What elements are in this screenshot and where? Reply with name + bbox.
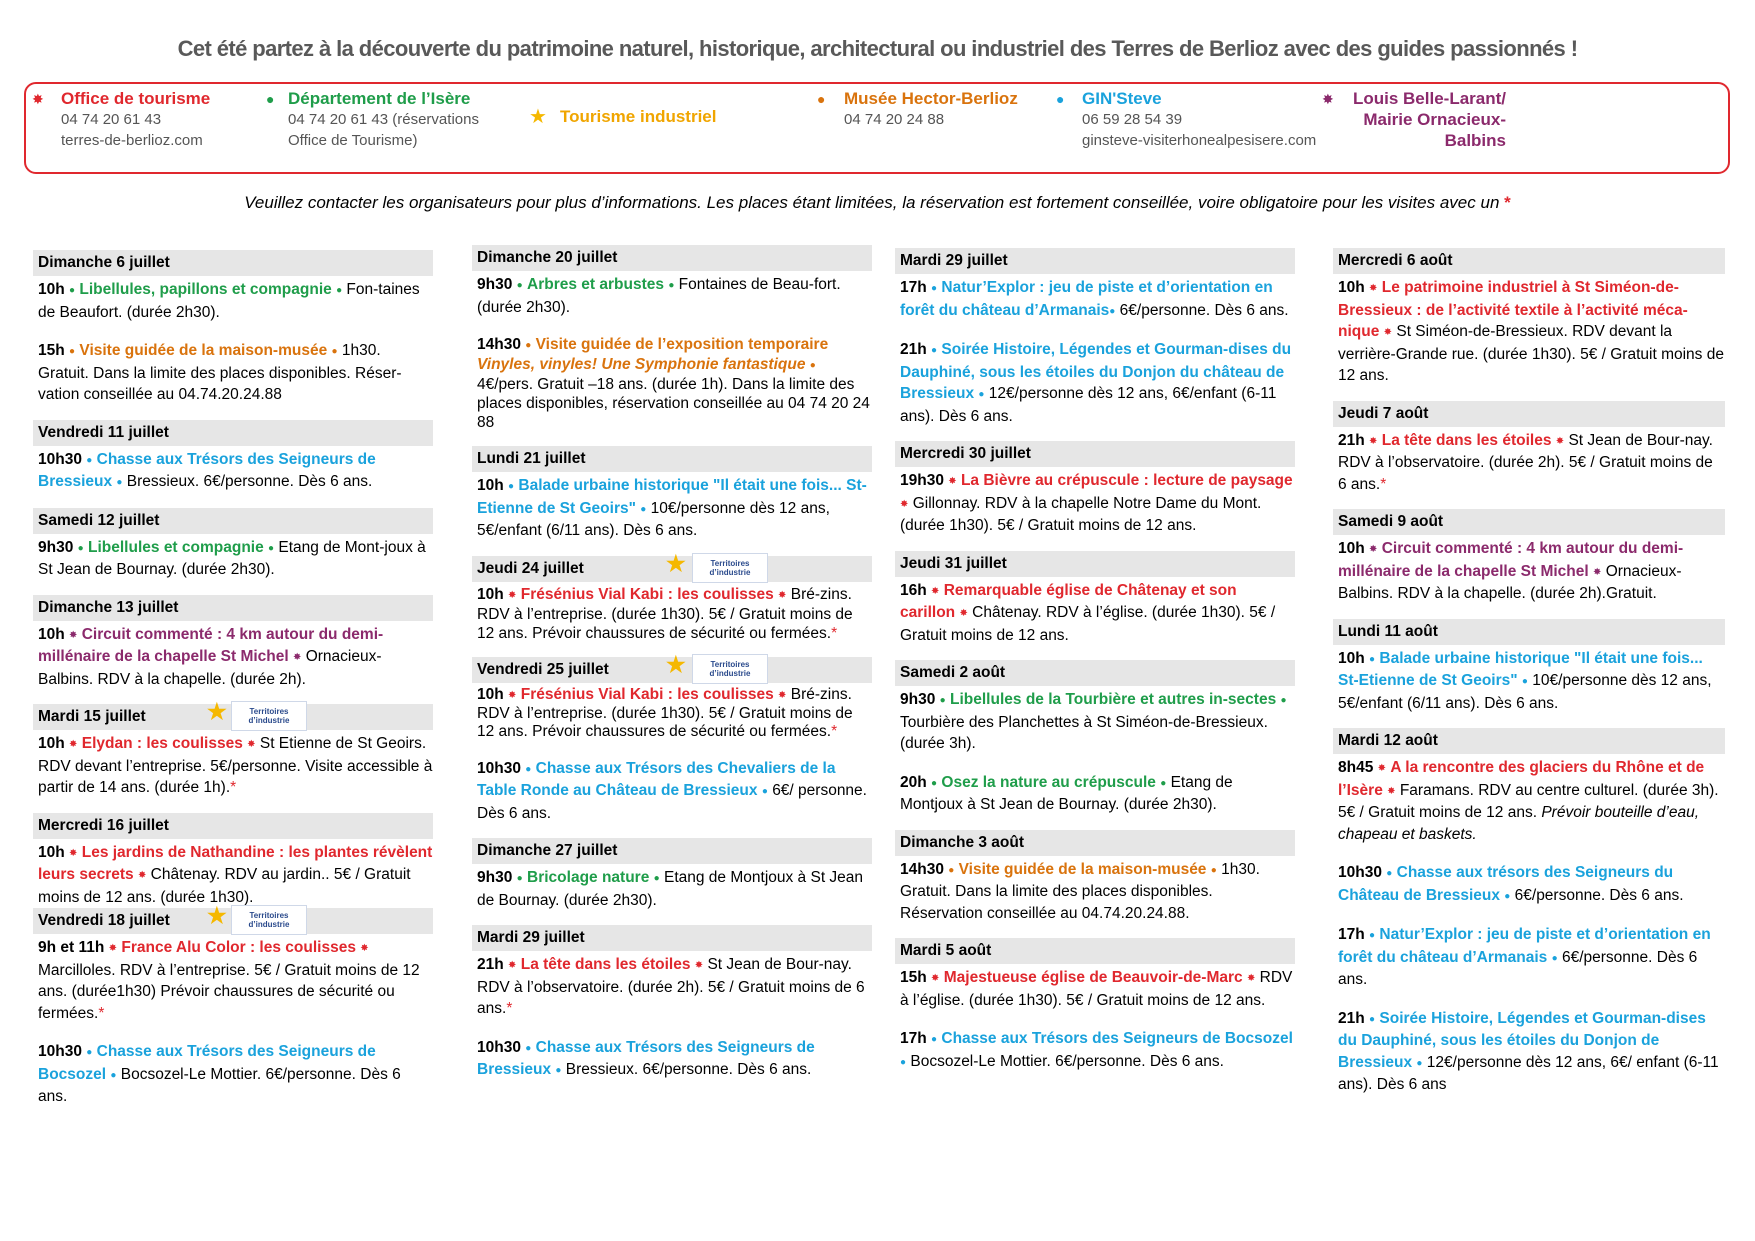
event-desc: St Jean de Bour-nay. RDV à l’observatoire. (durée 2h). 5€ / Gratuit moins de 6 ans.	[477, 956, 865, 1017]
event-title: Chasse aux Trésors des Seigneurs de Bocsozel	[941, 1030, 1293, 1047]
event-time: 10h	[38, 281, 65, 298]
event-item: 9h30 ● Bricolage nature ● Etang de Montjoux à St Jean de Bournay. (durée 2h30).	[477, 869, 864, 909]
orange-dot-icon: ●	[817, 91, 826, 107]
territoires-industrie-logo: Territoires d’industrie	[231, 701, 307, 731]
reservation-asterisk: *	[831, 722, 838, 740]
legend-office-name: Office de tourisme	[61, 89, 211, 108]
day-header: Lundi 21 juillet	[472, 446, 872, 472]
day-header: Mardi 29 juillet	[472, 925, 872, 951]
event-time: 15h	[900, 969, 927, 986]
day-header: Dimanche 20 juillet	[472, 245, 872, 271]
day-header: Lundi 11 août	[1333, 619, 1725, 645]
legend-departement	[288, 88, 479, 151]
event-item: 15h ● Visite guidée de la maison-musée ● 1h30. Gratuit. Dans la limite des places disponibles. Réser-vation conseillée au 04.74.20.24.88	[38, 342, 402, 403]
purple-asterisk-icon: ✸	[1322, 91, 1334, 107]
day-header: Dimanche 13 juillet	[33, 595, 433, 621]
red-asterisk-icon: ✸	[32, 91, 44, 107]
event-title: Osez la nature au crépuscule	[941, 773, 1156, 791]
day-header: Mardi 5 août	[895, 938, 1295, 964]
legend-gin-phone: 06 59 28 54 39	[1082, 111, 1183, 128]
event-title-italic: Vinyles, vinyles! Une Symphonie fantastique	[477, 356, 806, 373]
event-time: 9h30	[477, 869, 513, 886]
event-time: 10h30	[1338, 864, 1382, 881]
legend-louis-name2: Mairie Ornacieux-	[1363, 110, 1506, 129]
event-desc: St Jean de Bour-nay. RDV à l’observatoire. (durée 2h). 5€ / Gratuit moins de 6 ans.	[1338, 431, 1713, 493]
event-time: 9h et 11h	[38, 939, 105, 956]
event-item: 9h30 ● Arbres et arbustes ● Fontaines de Beau-fort. (durée 2h30).	[477, 276, 841, 316]
event-desc: Bressieux. 6€/personne. Dès 6 ans.	[126, 473, 373, 490]
event-item: 21h ✸ La tête dans les étoiles ✸ St Jean de Bour-nay. RDV à l’observatoire. (durée 2h). 5€ / Gratuit moins de 6 ans.*	[1338, 431, 1713, 493]
event-time: 17h	[900, 1030, 927, 1047]
legend-gin-name: GIN'Steve	[1082, 89, 1162, 108]
event-item: 10h ✸ Le patrimoine industriel à St Siméon-de-Bressieux : de l’activité textile à l’activité méca-nique ✸ St Siméon-de-Bressieux. RDV devant la verrière-Grande rue. (durée 1h30). 5€ / Gratuit moins de 12 ans.	[1338, 279, 1724, 384]
event-title: Chasse aux Trésors des Chevaliers de la Table Ronde au Château de Bressieux	[477, 759, 836, 799]
event-time: 17h	[1338, 926, 1365, 943]
event-time: 14h30	[900, 860, 944, 878]
event-title: Soirée Histoire, Légendes et Gourman-dises du Dauphiné, sous les étoiles du Donjon de Bressieux	[1338, 1009, 1706, 1071]
event-title: Circuit commenté : 4 km autour du demi-millénaire de la chapelle St Michel	[1338, 540, 1684, 580]
event-time: 21h	[477, 956, 504, 973]
event-title: Elydan : les coulisses	[81, 735, 243, 752]
event-desc: 6€/ personne. Dès 6 ans.	[477, 782, 867, 822]
event-time: 10h30	[38, 450, 82, 468]
green-dot-icon: ●	[266, 91, 275, 107]
event-time: 10h30	[477, 1038, 521, 1056]
territoires-industrie-logo: Territoires d’industrie	[692, 654, 768, 684]
legend-dept-name: Département de l’Isère	[288, 89, 471, 108]
event-time: 10h	[38, 625, 65, 643]
event-item: 10h30 ● Chasse aux Trésors des Seigneurs de Bressieux ● Bressieux. 6€/personne. Dès 6 ans.	[38, 450, 376, 490]
event-desc: Châtenay. RDV à l’église. (durée 1h30). 5€ / Gratuit moins de 12 ans.	[900, 604, 1276, 644]
event-time: 10h30	[38, 1043, 82, 1060]
day-header	[33, 699, 433, 730]
legend-louis	[1346, 88, 1506, 151]
event-desc: Bocsozel-Le Mottier. 6€/personne. Dès 6 ans.	[38, 1065, 401, 1105]
event-item: 10h30 ● Chasse aux Trésors des Seigneurs de Bressieux ● Bressieux. 6€/personne. Dès 6 ans.	[477, 1038, 815, 1078]
event-title: Les jardins de Nathandine : les plantes révèlent leurs secrets	[38, 843, 433, 883]
day-header: Mercredi 30 juillet	[895, 441, 1295, 467]
event-title: Natur’Explor : jeu de piste et d’orientation en forêt du château d’Armanais	[1338, 926, 1711, 966]
event-desc: 6€/personne. Dès 6 ans.	[1338, 948, 1698, 988]
notice-asterisk: *	[1504, 193, 1511, 212]
event-desc: Faramans. RDV au centre culturel. (durée 3h). 5€ / Gratuit moins de 12 ans.	[1338, 781, 1719, 821]
event-title: Chasse aux Trésors des Seigneurs de Bressieux	[38, 450, 376, 490]
event-desc: Bré-zins. RDV à l’entreprise. (durée 1h30). 5€ / Gratuit moins de 12 ans. Prévoir chaussures de sécurité ou fermées.	[477, 585, 853, 642]
event-title: Bricolage nature	[527, 869, 650, 886]
event-title: La Bièvre au crépuscule : lecture de paysage	[960, 472, 1293, 489]
event-item: 9h30 ● Libellules de la Tourbière et autres in-sectes ● Tourbière des Planchettes à St Siméon-de-Bressieux. (durée 3h).	[900, 691, 1287, 752]
event-title: Chasse aux Trésors des Seigneurs de Bocsozel	[38, 1043, 376, 1083]
day-header-label: Vendredi 25 juillet	[477, 660, 609, 678]
event-title: Frésénius Vial Kabi : les coulisses	[520, 685, 774, 703]
event-time: 10h	[477, 685, 504, 703]
event-desc: St Siméon-de-Bressieux. RDV devant la verrière-Grande rue. (durée 1h30). 5€ / Gratuit moins de 12 ans.	[1338, 323, 1724, 384]
legend-louis-name3: Balbins	[1444, 131, 1506, 150]
star-icon: ★	[529, 106, 547, 128]
event-item: 15h ✸ Majestueuse église de Beauvoir-de-Marc ✸ RDV à l’église. (durée 1h30). 5€ / Gratuit moins de 12 ans.	[900, 969, 1293, 1009]
event-title: Balade urbaine historique "Il était une fois... St-Etienne de St Geoirs"	[477, 477, 867, 517]
day-header: Samedi 2 août	[895, 660, 1295, 686]
event-title: Frésénius Vial Kabi : les coulisses	[520, 585, 774, 603]
day-header: Mardi 29 juillet	[895, 248, 1295, 274]
event-desc: Etang de Montjoux à St Jean de Bournay. (durée 2h30).	[477, 869, 864, 909]
day-header: Mardi 12 août	[1333, 728, 1725, 754]
event-desc: Etang de Montjoux à St Jean de Bournay. (durée 2h30).	[900, 773, 1233, 813]
legend-dept-note: Office de Tourisme)	[288, 132, 418, 149]
event-title: La tête dans les étoiles	[1381, 431, 1552, 449]
day-header: Jeudi 31 juillet	[895, 551, 1295, 577]
star-icon: ★	[207, 903, 227, 928]
event-title: Arbres et arbustes	[527, 276, 664, 293]
event-item: 10h ● Balade urbaine historique "Il était une fois... St-Etienne de St Geoirs" ● 10€/personne dès 12 ans, 5€/enfant (6/11 ans). Dès 6 ans.	[477, 477, 867, 539]
event-item: 10h ✸ Frésénius Vial Kabi : les coulisses ✸ Bré-zins. RDV à l’entreprise. (durée 1h30). 5€ / Gratuit moins de 12 ans. Prévoir chaussures de sécurité ou fermées.*	[477, 585, 853, 642]
event-desc: Ornacieux-Balbins. RDV à la chapelle. (durée 2h).	[38, 648, 382, 688]
legend-office-phone: 04 74 20 61 43	[61, 111, 162, 128]
day-header: Jeudi 7 août	[1333, 401, 1725, 427]
event-item: 20h ● Osez la nature au crépuscule ● Etang de Montjoux à St Jean de Bournay. (durée 2h30).	[900, 773, 1233, 813]
legend-louis-name1: Louis Belle-Larant/	[1352, 89, 1506, 108]
event-title: Libellules de la Tourbière et autres in-sectes	[950, 691, 1277, 708]
event-desc: 10€/personne dès 12 ans, 5€/enfant (6/11 ans). Dès 6 ans.	[1338, 672, 1712, 712]
event-title: Chasse aux trésors des Seigneurs du Château de Bressieux	[1338, 864, 1674, 904]
star-icon: ★	[666, 550, 686, 576]
event-time: 21h	[1338, 431, 1365, 449]
event-time: 10h	[1338, 279, 1365, 296]
legend-musee-name: Musée Hector-Berlioz	[844, 89, 1018, 108]
event-item: 10h ✸ Elydan : les coulisses ✸ St Etienne de St Geoirs. RDV devant l’entreprise. 5€/personne. Visite accessible à partir de 14 ans. (durée 1h).*	[38, 735, 433, 796]
event-title: Libellules, papillons et compagnie	[79, 281, 332, 298]
day-header-label: Mardi 15 juillet	[38, 708, 146, 725]
event-desc: 1h30. Gratuit. Dans la limite des places disponibles. Réservation conseillée au 04.74.20.24.88.	[900, 860, 1260, 922]
day-header: Mercredi 16 juillet	[33, 813, 433, 839]
day-header-label: Vendredi 18 juillet	[38, 912, 170, 929]
event-desc: 1h30. Gratuit. Dans la limite des places disponibles. Réser-vation conseillée au 04.74.20.24.88	[38, 342, 402, 403]
event-title: Natur’Explor : jeu de piste et d’orientation en forêt du château d’Armanais	[900, 279, 1273, 319]
event-title: Visite guidée de la maison-musée	[79, 342, 328, 359]
event-item: 19h30 ✸ La Bièvre au crépuscule : lecture de paysage ✸ Gillonnay. RDV à la chapelle Notre Dame du Mont. (durée 1h30). 5€ / Gratuit moins de 12 ans.	[900, 472, 1293, 534]
event-title: Visite guidée de l’exposition temporaire	[535, 336, 829, 353]
event-item: 17h ● Chasse aux Trésors des Seigneurs de Bocsozel ● Bocsozel-Le Mottier. 6€/personne. Dès 6 ans.	[900, 1030, 1293, 1070]
event-time: 21h	[900, 341, 927, 358]
day-header: Samedi 9 août	[1333, 509, 1725, 535]
day-header: Dimanche 27 juillet	[472, 838, 872, 864]
event-title: Remarquable église de Châtenay et son carillon	[900, 581, 1237, 621]
event-desc: 12€/personne dès 12 ans, 6€/enfant (6-11 ans). Dès 6 ans.	[900, 385, 1277, 425]
legend-industrial-name: Tourisme industriel	[560, 107, 717, 126]
territoires-industrie-logo: Territoires d’industrie	[231, 905, 307, 935]
event-desc: Bressieux. 6€/personne. Dès 6 ans.	[565, 1061, 812, 1078]
event-item: 21h ✸ La tête dans les étoiles ✸ St Jean de Bour-nay. RDV à l’observatoire. (durée 2h). 5€ / Gratuit moins de 6 ans.*	[477, 956, 865, 1017]
event-item: 9h et 11h ✸ France Alu Color : les coulisses ✸ Marcilloles. RDV à l’entreprise. 5€ / Gratuit moins de 12 ans. (durée1h30) Prévoir chaussures de sécurité ou fermées.*	[38, 939, 420, 1022]
event-desc: Fontaines de Beau-fort. (durée 2h30).	[477, 276, 841, 316]
blue-dot-icon: ●	[1056, 91, 1065, 107]
event-time: 8h45	[1338, 759, 1374, 776]
event-title: Visite guidée de la maison-musée	[958, 860, 1207, 878]
event-desc: 12€/personne dès 12 ans, 6€/ enfant (6-11 ans). Dès 6 ans	[1338, 1053, 1719, 1093]
event-item: 8h45 ✸ A la rencontre des glaciers du Rhône et de l’Isère ✸ Faramans. RDV au centre culturel. (durée 3h). 5€ / Gratuit moins de 12 ans. Prévoir bouteille d’eau, chapeau et baskets.	[1338, 759, 1719, 843]
event-desc: 6€/personne. Dès 6 ans.	[1119, 301, 1289, 319]
column-1	[33, 250, 433, 1108]
day-header-label: Jeudi 24 juillet	[477, 559, 584, 577]
legend-industrial	[560, 106, 717, 127]
event-item: 10h30 ● Chasse aux trésors des Seigneurs du Château de Bressieux ● 6€/personne. Dès 6 ans.	[1338, 864, 1684, 904]
event-desc: Châtenay. RDV au jardin.. 5€ / Gratuit moins de 12 ans. (durée 1h30).	[38, 866, 411, 906]
column-4	[1333, 248, 1725, 1096]
event-desc: Gillonnay. RDV à la chapelle Notre Dame du Mont. (durée 1h30). 5€ / Gratuit moins de 12 ans.	[900, 494, 1262, 534]
day-header: Samedi 12 juillet	[33, 508, 433, 534]
day-header: Dimanche 3 août	[895, 830, 1295, 856]
event-time: 10h	[477, 477, 504, 494]
event-item: 10h30 ● Chasse aux Trésors des Seigneurs de Bocsozel ● Bocsozel-Le Mottier. 6€/personne. Dès 6 ans.	[38, 1043, 401, 1105]
legend-office-site: terres-de-berlioz.com	[61, 132, 203, 149]
day-header	[472, 550, 872, 582]
event-item: 10h ● Balade urbaine historique "Il était une fois... St-Etienne de St Geoirs" ● 10€/personne dès 12 ans, 5€/enfant (6/11 ans). Dès 6 ans.	[1338, 649, 1712, 712]
territoires-industrie-logo: Territoires d’industrie	[692, 553, 768, 583]
event-time: 9h30	[477, 276, 513, 293]
event-time: 21h	[1338, 1009, 1365, 1027]
event-title: Balade urbaine historique "Il était une fois... St-Etienne de St Geoirs"	[1338, 649, 1703, 689]
event-desc: St Etienne de St Geoirs. RDV devant l’entreprise. 5€/personne. Visite accessible à partir de 14 ans. (durée 1h).	[38, 735, 433, 796]
event-desc: RDV à l’église. (durée 1h30). 5€ / Gratuit moins de 12 ans.	[900, 969, 1293, 1009]
event-time: 10h	[1338, 540, 1365, 557]
event-desc: 10€/personne dès 12 ans, 5€/enfant (6/11 ans). Dès 6 ans.	[477, 499, 830, 539]
day-header	[33, 903, 433, 934]
event-title: France Alu Color : les coulisses	[121, 939, 356, 956]
event-desc: Bré-zins. RDV à l’entreprise. (durée 1h30). 5€ / Gratuit moins de 12 ans. Prévoir chaussures de sécurité ou fermées.	[477, 685, 853, 740]
event-title: Chasse aux Trésors des Seigneurs de Bressieux	[477, 1038, 815, 1078]
day-header: Mercredi 6 août	[1333, 248, 1725, 274]
reservation-asterisk: *	[831, 624, 838, 642]
event-item: 17h ● Natur’Explor : jeu de piste et d’orientation en forêt du château d’Armanais● 6€/personne. Dès 6 ans.	[900, 279, 1289, 319]
event-item: 10h ✸ Circuit commenté : 4 km autour du demi-millénaire de la chapelle St Michel ✸ Ornacieux-Balbins. RDV à la chapelle. (durée 2h).	[38, 625, 384, 688]
page-headline: Cet été partez à la découverte du patrimoine naturel, historique, architectural ou industriel des Terres de Berlioz avec des guides passionnés !	[177, 36, 1578, 61]
event-title: Soirée Histoire, Légendes et Gourman-dises du Dauphiné, sous les étoiles du Donjon du château de Bressieux	[900, 341, 1292, 402]
event-title: La tête dans les étoiles	[520, 956, 691, 973]
event-item: 14h30 ● Visite guidée de l’exposition temporaire Vinyles, vinyles! Une Symphonie fantastique ● 4€/pers. Gratuit –18 ans. (durée 1h). Dans la limite des places disponibles, réservation conseillée au 04 74 20 24 88	[477, 336, 870, 431]
event-item: 10h30 ● Chasse aux Trésors des Chevaliers de la Table Ronde au Château de Bressieux ● 6€/ personne. Dès 6 ans.	[477, 759, 867, 822]
event-title: Circuit commenté : 4 km autour du demi-millénaire de la chapelle St Michel	[38, 625, 384, 665]
event-desc: Etang de Mont-joux à St Jean de Bournay. (durée 2h30).	[38, 538, 426, 578]
event-time: 10h30	[477, 759, 521, 777]
event-time: 20h	[900, 773, 927, 791]
event-item: 21h ● Soirée Histoire, Légendes et Gourman-dises du Dauphiné, sous les étoiles du Donjon du château de Bressieux ● 12€/personne dès 12 ans, 6€/enfant (6-11 ans). Dès 6 ans.	[900, 341, 1292, 425]
event-desc: Marcilloles. RDV à l’entreprise. 5€ / Gratuit moins de 12 ans. (durée1h30) Prévoir chaussures de sécurité ou fermées.	[38, 961, 420, 1022]
organizers-legend	[24, 82, 1730, 174]
event-time: 14h30	[477, 336, 521, 353]
star-icon: ★	[666, 651, 686, 677]
event-desc: 4€/pers. Gratuit –18 ans. (durée 1h). Dans la limite des places disponibles, réservation conseillée au 04 74 20 24 88	[477, 376, 870, 431]
event-time: 10h	[38, 735, 65, 752]
legend-dept-phone: 04 74 20 61 43 (réservations	[288, 111, 479, 128]
column-2	[472, 245, 872, 1082]
reservation-asterisk: *	[1380, 475, 1387, 493]
reservation-asterisk: *	[506, 1000, 513, 1017]
event-item: 10h ✸ Les jardins de Nathandine : les plantes révèlent leurs secrets ✸ Châtenay. RDV au jardin.. 5€ / Gratuit moins de 12 ans. (durée 1h30).	[38, 843, 433, 906]
legend-musee	[844, 88, 1018, 130]
event-title: A la rencontre des glaciers du Rhône et de l’Isère	[1338, 759, 1705, 799]
event-item: 14h30 ● Visite guidée de la maison-musée ● 1h30. Gratuit. Dans la limite des places disponibles. Réservation conseillée au 04.74.20.24.88.	[900, 860, 1260, 922]
column-3	[895, 248, 1295, 1073]
event-item: 10h ✸ Circuit commenté : 4 km autour du demi-millénaire de la chapelle St Michel ✸ Ornacieux-Balbins. RDV à la chapelle. (durée 2h).Gratuit.	[1338, 540, 1684, 602]
reservation-notice	[0, 193, 1755, 213]
event-title: Le patrimoine industriel à St Siméon-de-Bressieux : de l’activité textile à l’activité méca-nique	[1338, 279, 1688, 340]
star-icon: ★	[207, 699, 227, 724]
event-desc: Bocsozel-Le Mottier. 6€/personne. Dès 6 ans.	[910, 1052, 1224, 1070]
event-time: 19h30	[900, 472, 944, 489]
event-item: 10h ✸ Frésénius Vial Kabi : les coulisses ✸ Bré-zins. RDV à l’entreprise. (durée 1h30). 5€ / Gratuit moins de 12 ans. Prévoir chaussures de sécurité ou fermées.*	[477, 685, 853, 740]
legend-musee-phone: 04 74 20 24 88	[844, 111, 945, 128]
event-time: 16h	[900, 581, 927, 599]
event-item: 10h ● Libellules, papillons et compagnie ● Fon-taines de Beaufort. (durée 2h30).	[38, 281, 420, 321]
reservation-asterisk: *	[230, 779, 237, 796]
event-time: 9h30	[38, 538, 74, 556]
day-header	[472, 651, 872, 683]
legend-ginsteve	[1082, 88, 1316, 151]
event-desc-italic: Prévoir bouteille d’eau, chapeau et baskets.	[1338, 804, 1700, 843]
event-item: 17h ● Natur’Explor : jeu de piste et d’orientation en forêt du château d’Armanais ● 6€/personne. Dès 6 ans.	[1338, 926, 1711, 988]
event-title: Libellules et compagnie	[88, 538, 264, 556]
event-desc: Tourbière des Planchettes à St Siméon-de-Bressieux. (durée 3h).	[900, 713, 1268, 752]
legend-gin-site: ginsteve-visiterhonealpesisere.com	[1082, 132, 1317, 149]
event-time: 10h	[1338, 649, 1365, 667]
notice-text: Veuillez contacter les organisateurs pour plus d’informations. Les places étant limitées, la réservation est fortement conseillée, voire obligatoire pour les visites avec un	[244, 193, 1500, 212]
event-time: 10h	[38, 843, 65, 861]
event-desc: Ornacieux-Balbins. RDV à la chapelle. (durée 2h).Gratuit.	[1338, 562, 1682, 602]
event-item: 9h30 ● Libellules et compagnie ● Etang de Mont-joux à St Jean de Bournay. (durée 2h30).	[38, 538, 426, 578]
event-desc: Fon-taines de Beaufort. (durée 2h30).	[38, 281, 420, 321]
reservation-asterisk: *	[98, 1004, 105, 1022]
event-time: 15h	[38, 342, 65, 359]
day-header: Dimanche 6 juillet	[33, 250, 433, 276]
event-item: 21h ● Soirée Histoire, Légendes et Gourman-dises du Dauphiné, sous les étoiles du Donjon de Bressieux ● 12€/personne dès 12 ans, 6€/ enfant (6-11 ans). Dès 6 ans	[1338, 1009, 1719, 1093]
event-desc: 6€/personne. Dès 6 ans.	[1514, 886, 1684, 904]
event-time: 10h	[477, 585, 504, 603]
event-item: 16h ✸ Remarquable église de Châtenay et son carillon ✸ Châtenay. RDV à l’église. (durée 1h30). 5€ / Gratuit moins de 12 ans.	[900, 581, 1276, 644]
legend-office-tourisme	[61, 88, 210, 151]
event-title: Majestueuse église de Beauvoir-de-Marc	[943, 969, 1243, 986]
event-time: 9h30	[900, 691, 936, 708]
day-header: Vendredi 11 juillet	[33, 420, 433, 446]
event-time: 17h	[900, 279, 927, 296]
